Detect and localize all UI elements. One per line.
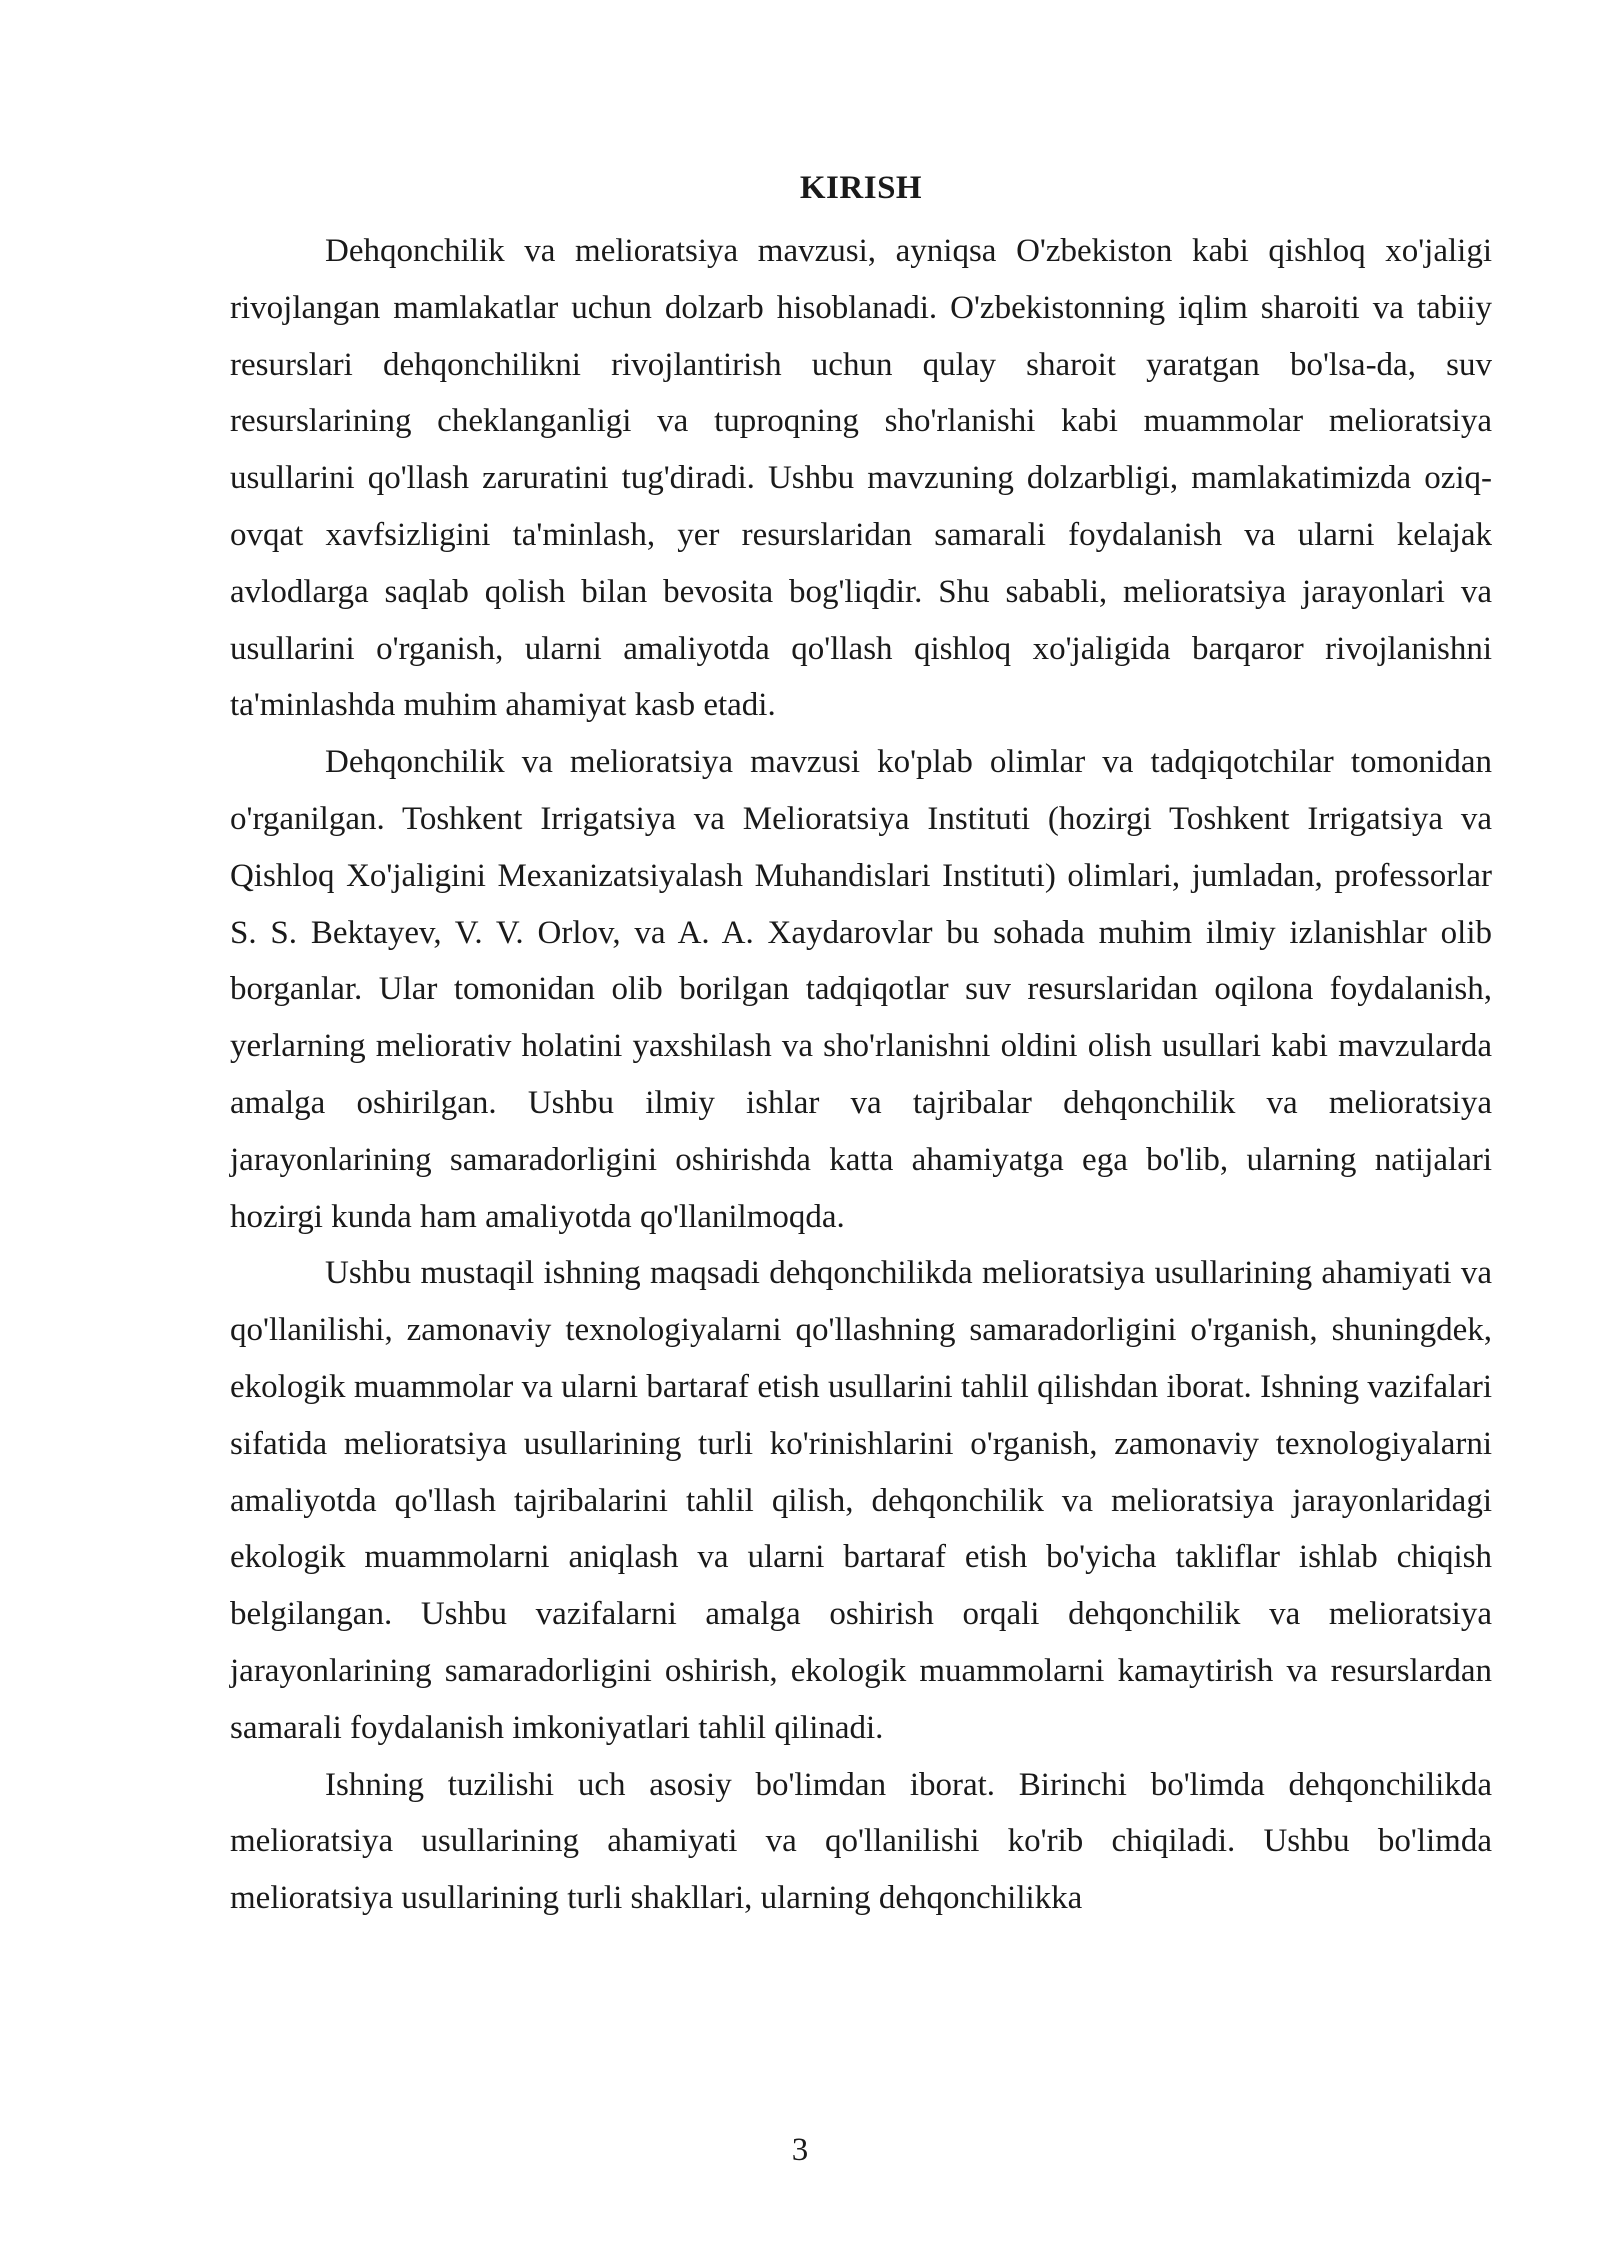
paragraph-4: Ishning tuzilishi uch asosiy bo'limdan iborat. Birinchi bo'limda dehqonchilikda melioratsiya usullarining ahamiyati va qo'llanilishi ko'rib chiqiladi. Ushbu bo'limda melioratsiya usullarining turli shakllari, ularning dehqonchilikka <box>230 1766 1492 1917</box>
page-number: 3 <box>791 2132 809 2168</box>
paragraph-1: Dehqonchilik va melioratsiya mavzusi, ayniqsa O'zbekiston kabi qishloq xo'jaligi rivojlangan mamlakatlar uchun dolzarb hisoblanadi. O'zbekistonning iqlim sharoiti va tabiiy resurslari dehqonchilikni rivojlantirish uchun qulay sharoit yaratgan bo'lsa-da, suv resurslarining cheklanganligi va tuproqning sho'rlanishi kabi muammolar melioratsiya usullarini qo'llash zaruratini tug'diradi. Ushbu mavzuning dolzarbligi, mamlakatimizda oziq-ovqat xavfsizligini ta'minlash, yer resurslaridan samarali foydalanish va ularni kelajak avlodlarga saqlab qolish bilan bevosita bog'liqdir. Shu sababli, melioratsiya jarayonlari va usullarini o'rganish, ularni amaliyotda qo'llash qishloq xo'jaligida barqaror rivojlanishni ta'minlashda muhim ahamiyat kasb etadi. <box>230 233 1492 724</box>
section-title: KIRISH <box>799 170 923 206</box>
paragraph-2: Dehqonchilik va melioratsiya mavzusi ko'plab olimlar va tadqiqotchilar tomonidan o'rganilgan. Toshkent Irrigatsiya va Melioratsiya Instituti (hozirgi Toshkent Irrigatsiya va Qishloq Xo'jaligini Mexanizatsiyalash Muhandislari Instituti) olimlari, jumladan, professorlar S. S. Bektayev, V. V. Orlov, va A. A. Xaydarovlar bu sohada muhim ilmiy izlanishlar olib borganlar. Ular tomonidan olib borilgan tadqiqotlar suv resurslaridan oqilona foydalanish, yerlarning meliorativ holatini yaxshilash va sho'rlanishni oldini olish usullari kabi mavzularda amalga oshirilgan. Ushbu ilmiy ishlar va tajribalar dehqonchilik va melioratsiya jarayonlarining samaradorligini oshirishda katta ahamiyatga ega bo'lib, ularning natijalari hozirgi kunda ham amaliyotda qo'llanilmoqda. <box>230 744 1492 1235</box>
page-content <box>230 168 1492 1927</box>
paragraph-3: Ushbu mustaqil ishning maqsadi dehqonchilikda melioratsiya usullarining ahamiyati va qo'llanilishi, zamonaviy texnologiyalarni qo'llashning samaradorligini o'rganish, shuningdek, ekologik muammolar va ularni bartaraf etish usullarini tahlil qilishdan iborat. Ishning vazifalari sifatida melioratsiya usullarining turli ko'rinishlarini o'rganish, zamonaviy texnologiyalarni amaliyotda qo'llash tajribalarini tahlil qilish, dehqonchilik va melioratsiya jarayonlaridagi ekologik muammolarni aniqlash va ularni bartaraf etish bo'yicha takliflar ishlab chiqish belgilangan. Ushbu vazifalarni amalga oshirish orqali dehqonchilik va melioratsiya jarayonlarining samaradorligini oshirish, ekologik muammolarni kamaytirish va resurslardan samarali foydalanish imkoniyatlari tahlil qilinadi. <box>230 1255 1492 1746</box>
